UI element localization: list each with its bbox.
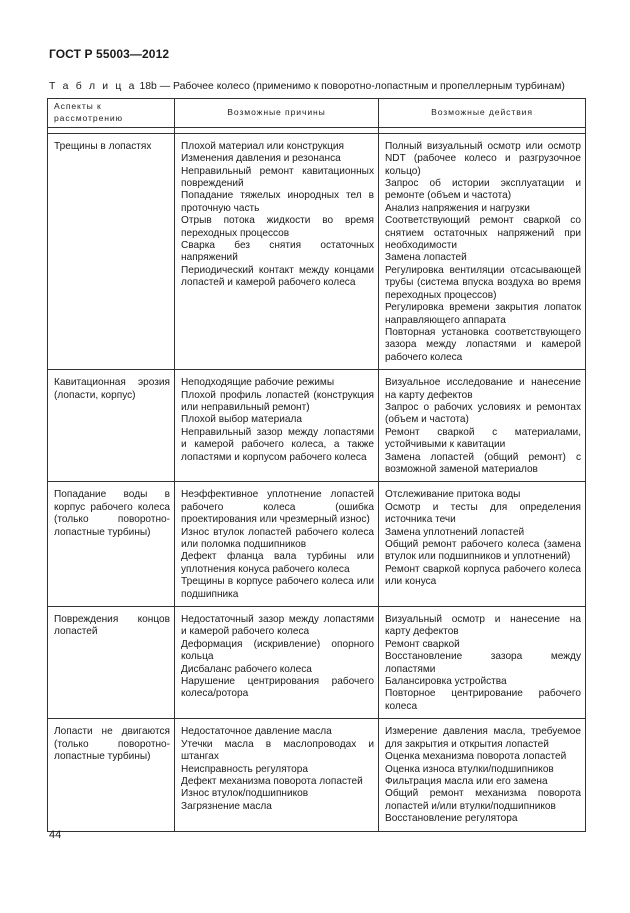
action-item: Отслеживание притока воды [385, 489, 521, 501]
action-item: Оценка механизма поворота лопастей [385, 751, 567, 763]
action-item: Общий ремонт механизма поворота лопастей и/или втулки/подшипников [385, 788, 581, 812]
cause-item: Сварка без снятия остаточных напряжений [181, 240, 374, 264]
action-item: Восстановление зазора между лопастями [385, 651, 581, 675]
cause-item: Износ втулок лопастей рабочего колеса или поломка подшипников [181, 526, 374, 550]
action-item: Балансировка устройства [385, 676, 507, 688]
actions-cell [379, 133, 586, 369]
action-item: Визуальное исследование и нанесение на карту дефектов [385, 377, 581, 401]
action-item: Осмотр и тесты для определения источника течи [385, 501, 581, 526]
aspect-cell [48, 607, 175, 719]
cause-item: Неэффективное уплотнение лопастей рабочего колеса (ошибка проектирования или чрезмерный износ) [181, 489, 374, 526]
action-item: Замена лопастей (общий ремонт) с возможной заменой материалов [385, 451, 581, 475]
action-item: Визуальный осмотр и нанесение на карту дефектов [385, 614, 581, 638]
cause-item: Нарушение центрирования рабочего колеса/ротора [181, 676, 374, 700]
action-item: Полный визуальный осмотр или осмотр NDT (рабочее колесо и разгрузочное кольцо) [385, 140, 581, 177]
cause-item: Деформация (искривление) опорного кольца [181, 638, 374, 663]
action-item: Соответствующий ремонт сваркой со снятием остаточных напряжений при необходимости [385, 215, 581, 252]
action-item: Оценка износа втулки/подшипников [385, 763, 554, 775]
causes-cell [175, 719, 379, 831]
table-caption [49, 81, 565, 92]
actions-cell [379, 370, 586, 482]
action-item: Ремонт сваркой [385, 638, 460, 650]
cause-item: Загрязнение масла [181, 800, 272, 812]
cause-item: Плохой материал или конструкция [181, 140, 344, 152]
cause-item: Дефект фланца вала турбины или уплотнения конуса рабочего колеса [181, 551, 374, 575]
action-item: Ремонт сваркой с материалами, устойчивыми к кавитации [385, 426, 581, 451]
table-caption-text: 18b — Рабочее колесо (применимо к поворотно-лопастным и пропеллерным турбинам) [139, 81, 565, 92]
aspect-text: Трещины в лопастях [54, 140, 152, 152]
causes-cell [175, 370, 379, 482]
action-item: Восстановление регулятора [385, 813, 518, 825]
action-item: Ремонт сваркой корпуса рабочего колеса или конуса [385, 563, 581, 588]
actions-cell [379, 482, 586, 607]
cause-item: Плохой выбор материала [181, 414, 303, 426]
table-row [48, 482, 586, 607]
table-header-row [48, 99, 586, 128]
column-header-causes: Возможные причины [175, 99, 379, 128]
action-item: Запрос о рабочих условиях и ремонтах (объем и частота) [385, 401, 581, 426]
cause-item: Неправильный ремонт кавитационных повреждений [181, 165, 374, 190]
cause-item: Дефект механизма поворота лопастей [181, 775, 363, 787]
aspect-cell [48, 482, 175, 607]
cause-item: Периодический контакт между концами лопастей и камерой рабочего колеса [181, 264, 374, 289]
action-item: Замена лопастей [385, 252, 467, 264]
aspect-text: Кавитационная эрозия (лопасти, корпус) [54, 377, 170, 401]
causes-cell [175, 607, 379, 719]
cause-item: Плохой профиль лопастей (конструкция или неправильный ремонт) [181, 389, 374, 413]
cause-item: Трещины в корпусе рабочего колеса или подшипника [181, 576, 374, 600]
cause-item: Отрыв потока жидкости во время переходных процессов [181, 215, 374, 239]
cause-item: Утечки масла в маслопроводах и штангах [181, 738, 374, 763]
aspect-text: Повреждения концов лопастей [54, 614, 170, 638]
column-header-aspects: Аспекты к рассмотрению [48, 99, 175, 128]
aspect-text: Попадание воды в корпус рабочего колеса (только поворотно-лопастные турбины) [54, 489, 170, 538]
action-item: Регулировка вентиляции отсасывающей трубы (система впуска воздуха во время переходных процессов) [385, 264, 581, 301]
action-item: Фильтрация масла или его замена [385, 775, 548, 787]
table-row [48, 133, 586, 369]
action-item: Запрос об истории эксплуатации и ремонте (объем и частота) [385, 178, 581, 202]
action-item: Повторное центрирование рабочего колеса [385, 688, 581, 712]
action-item: Повторная установка соответствующего зазора между лопастями и камерой рабочего колеса [385, 326, 581, 363]
causes-actions-table [47, 98, 586, 832]
document-header: ГОСТ Р 55003—2012 [49, 47, 170, 61]
action-item: Анализ напряжения и нагрузки [385, 202, 530, 214]
cause-item: Попадание тяжелых инородных тел в проточную часть [181, 190, 374, 214]
cause-item: Недостаточное давление масла [181, 726, 332, 738]
cause-item: Неисправность регулятора [181, 763, 309, 775]
cause-item: Износ втулок/подшипников [181, 788, 309, 800]
causes-cell [175, 482, 379, 607]
table-row [48, 607, 586, 719]
table-caption-label: Т а б л и ц а [49, 81, 137, 92]
cause-item: Неправильный зазор между лопастями и камерой рабочего колеса, а также лопастями и корпусом рабочего колеса [181, 426, 374, 463]
aspect-text: Лопасти не двигаются (только поворотно-лопастные турбины) [54, 726, 170, 763]
actions-cell [379, 719, 586, 831]
cause-item: Дисбаланс рабочего колеса [181, 663, 312, 675]
action-item: Замена уплотнений лопастей [385, 526, 525, 538]
aspect-cell [48, 719, 175, 831]
cause-item: Изменения давления и резонанса [181, 153, 341, 165]
page-number: 44 [49, 829, 62, 841]
cause-item: Недостаточный зазор между лопастями и камерой рабочего колеса [181, 614, 374, 638]
action-item: Регулировка времени закрытия лопаток направляющего аппарата [385, 302, 581, 326]
table-row [48, 719, 586, 831]
column-header-actions: Возможные действия [379, 99, 586, 128]
action-item: Измерение давления масла, требуемое для закрытия и открытия лопастей [385, 726, 581, 750]
actions-cell [379, 607, 586, 719]
table-row [48, 370, 586, 482]
aspect-cell [48, 133, 175, 369]
causes-cell [175, 133, 379, 369]
aspect-cell [48, 370, 175, 482]
action-item: Общий ремонт рабочего колеса (замена втулок или подшипников и уплотнений) [385, 539, 581, 563]
cause-item: Неподходящие рабочие режимы [181, 377, 335, 389]
